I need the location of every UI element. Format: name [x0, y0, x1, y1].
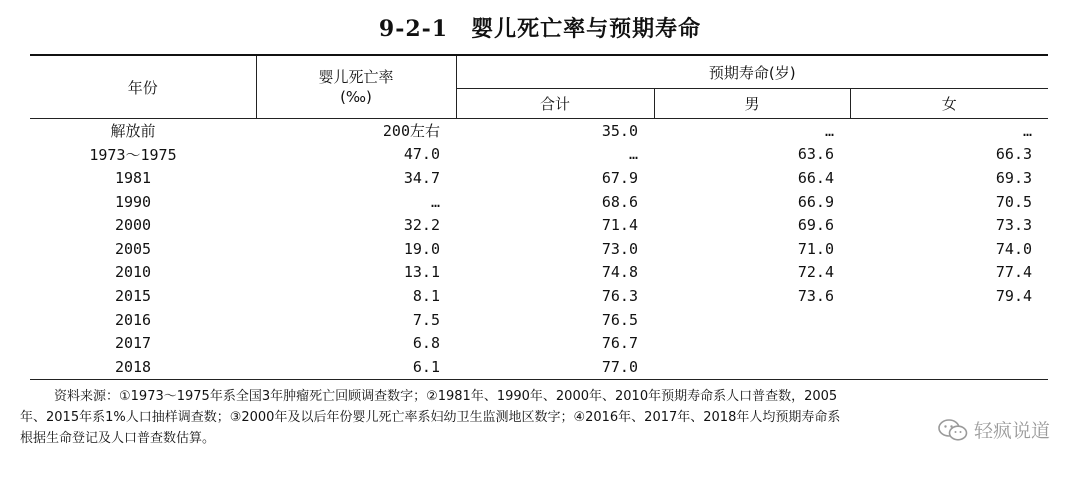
note-line-3: 根据生命登记及人口普查数估算。 — [20, 431, 216, 446]
cell-total: 71.4 — [601, 216, 638, 235]
cell-imr: 8.1 — [412, 286, 440, 305]
cell-year: 2018 — [30, 355, 256, 379]
cell-male — [654, 308, 850, 332]
cell-imr: 6.8 — [412, 334, 440, 353]
cell-year: 2000 — [114, 216, 152, 235]
cell-male — [654, 355, 850, 379]
cell-imr: 7.5 — [412, 310, 440, 329]
cell-total: 76.7 — [601, 334, 638, 353]
cell-female: 77.4 — [995, 263, 1033, 282]
table-row — [30, 308, 1048, 332]
cell-female: 70.5 — [995, 192, 1033, 211]
cell-female: 79.4 — [995, 286, 1033, 305]
cell-total: 74.8 — [601, 263, 638, 282]
cell-total: … — [628, 145, 638, 164]
cell-year: 解放前 — [110, 122, 156, 141]
header-infant-mortality — [256, 55, 456, 119]
cell-male: 66.4 — [797, 168, 834, 187]
cell-year: 2015 — [114, 286, 152, 305]
cell-year: 2016 — [114, 310, 152, 329]
table-row — [30, 284, 1048, 308]
cell-imr: 34.7 — [403, 168, 440, 187]
cell-year: 1990 — [114, 192, 152, 211]
header-year: 年份 — [30, 55, 256, 119]
cell-female — [850, 308, 1048, 332]
cell-year: 1981 — [114, 168, 152, 187]
cell-female — [850, 355, 1048, 379]
cell-total: 76.3 — [601, 286, 638, 305]
note-line-2: 年、2015年系1%人口抽样调查数；③2000年及以后年份婴儿死亡率系妇幼卫生监测地区数字；④2016年、2017年、2018年人均预期寿命系 — [20, 410, 841, 425]
cell-total: 73.0 — [601, 239, 638, 258]
cell-year: 2005 — [114, 239, 152, 258]
cell-imr: 19.0 — [403, 239, 440, 258]
cell-year: 1973～1975 — [89, 145, 177, 164]
header-total: 合计 — [456, 89, 654, 119]
cell-female: 69.3 — [995, 168, 1033, 187]
header-imr-unit: (‰) — [340, 88, 372, 106]
cell-male: 73.6 — [797, 286, 834, 305]
table-row — [30, 119, 1048, 143]
cell-total: 76.5 — [601, 310, 638, 329]
cell-female: 74.0 — [995, 239, 1033, 258]
cell-total: 35.0 — [601, 121, 638, 140]
cell-female: 73.3 — [995, 216, 1033, 235]
header-male: 男 — [654, 89, 850, 119]
table-row — [30, 331, 1048, 355]
cell-male: 63.6 — [797, 145, 834, 164]
cell-male: 66.9 — [797, 192, 834, 211]
table-row — [30, 213, 1048, 237]
cell-male: 72.4 — [797, 263, 834, 282]
cell-imr: … — [430, 192, 440, 211]
cell-total: 77.0 — [456, 355, 654, 379]
wechat-icon — [938, 418, 968, 442]
table-row — [30, 190, 1048, 214]
cell-female — [850, 331, 1048, 355]
cell-imr: 200左右 — [382, 122, 440, 141]
cell-imr: 47.0 — [403, 145, 440, 164]
cell-female: 66.3 — [995, 145, 1033, 164]
cell-imr: 6.1 — [256, 355, 456, 379]
cell-imr: 13.1 — [403, 263, 440, 282]
cell-male: 71.0 — [797, 239, 834, 258]
table-row — [30, 355, 1048, 379]
cell-female: … — [1023, 121, 1033, 140]
watermark — [934, 414, 1054, 445]
table-row — [30, 237, 1048, 261]
cell-male: 69.6 — [797, 216, 834, 235]
header-life-expectancy: 预期寿命(岁) — [456, 55, 1048, 89]
table-title: 9-2-1 婴儿死亡率与预期寿命 — [378, 16, 702, 42]
cell-total: 68.6 — [601, 192, 638, 211]
data-table — [30, 54, 1048, 380]
cell-year: 2017 — [114, 334, 152, 353]
note-line-1: 资料来源：①1973～1975年系全国3年肿瘤死亡回顾调查数字；②1981年、1990年、2000年、2010年预期寿命系人口普查数，2005 — [54, 389, 838, 404]
table-body — [30, 119, 1048, 380]
source-note — [20, 386, 1044, 449]
header-imr-label: 婴儿死亡率 — [318, 68, 394, 86]
cell-male: … — [824, 121, 834, 140]
table-row — [30, 143, 1048, 167]
cell-male — [654, 331, 850, 355]
cell-year: 2010 — [114, 263, 152, 282]
cell-total: 67.9 — [601, 168, 638, 187]
table-row — [30, 166, 1048, 190]
watermark-text: 轻疯说道 — [973, 420, 1050, 442]
table-row — [30, 261, 1048, 285]
header-female: 女 — [850, 89, 1048, 119]
cell-imr: 32.2 — [403, 216, 440, 235]
